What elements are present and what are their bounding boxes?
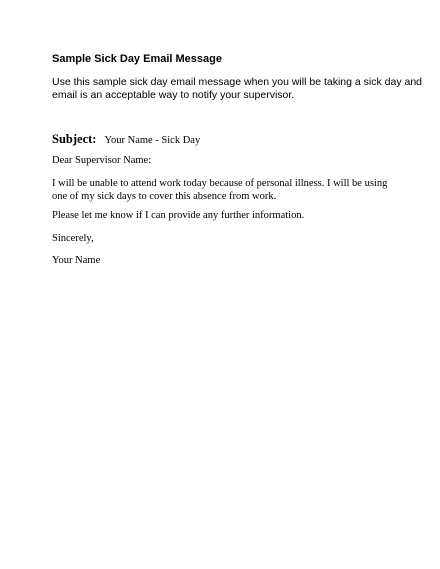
- subject-line: [52, 130, 200, 148]
- intro-paragraph: [52, 76, 423, 101]
- sign-off: Sincerely,: [52, 233, 94, 244]
- document-heading: Sample Sick Day Email Message: [52, 53, 222, 65]
- signature-name: Your Name: [52, 255, 101, 266]
- body-line: I will be unable to attend work today because of personal illness. I will be using: [52, 178, 388, 189]
- body-line: one of my sick days to cover this absence from work.: [52, 190, 277, 202]
- greeting: Dear Supervisor Name:: [52, 155, 152, 166]
- intro-line: email is an acceptable way to notify your supervisor.: [52, 88, 295, 101]
- subject-value: Your Name - Sick Day: [104, 135, 201, 146]
- subject-label: Subject:: [52, 132, 97, 146]
- closing-request: Please let me know if I can provide any further information.: [52, 210, 305, 221]
- intro-line: Use this sample sick day email message when you will be taking a sick day and: [52, 76, 423, 88]
- body-paragraph: [52, 178, 387, 203]
